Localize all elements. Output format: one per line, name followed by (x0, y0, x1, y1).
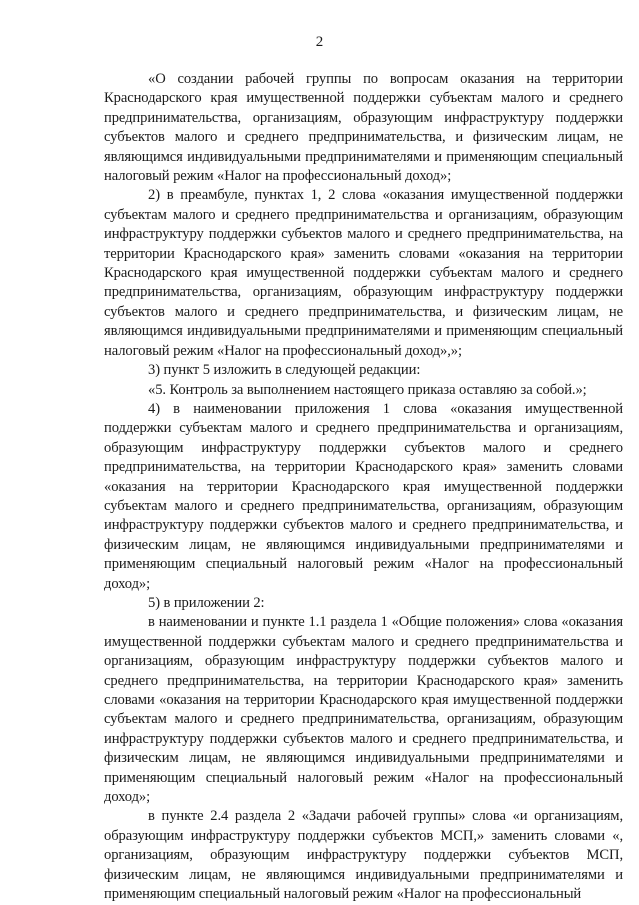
page-number: 2 (315, 34, 324, 50)
paragraph-appendix-section-2: в пункте 2.4 раздела 2 «Задачи рабочей группы» слова «и организациям, образующим инфраструктуру поддержки субъектов МСП,» заменить словами «, организациям, образующим инфраструктуру поддержки субъектов МСП, физическим лицам, не являющимся индивидуальными предпринимателями и применяющим специальный налоговый режим «Налог на профессиональный (104, 808, 623, 903)
paragraph-item-2: 2) в преамбуле, пунктах 1, 2 слова «оказания имущественной поддержки субъектам малого и среднего предпринимательства и организациям, образующим инфраструктуру поддержки субъектов малого и среднего предпринимательства, на территории Краснодарского края» заменить словами «оказания на территории Краснодарского края имущественной поддержки субъектам малого и среднего предпринимательства, организациям, образующим инфраструктуру поддержки субъектов малого и среднего предпринимательства, и физическим лицам, не являющимся индивидуальными предпринимателями и применяющим специальный налоговый режим «Налог на профессиональный доход»,»; (104, 187, 623, 359)
paragraph-item-3: 3) пункт 5 изложить в следующей редакции: (148, 362, 421, 379)
paragraph-group-title: «О создании рабочей группы по вопросам оказания на территории Краснодарского края имущественной поддержки субъектам малого и среднего предпринимательства, организациям, образующим инфраструктуру поддержки субъектов малого и среднего предпринимательства, и физическим лицам, не являющимся индивидуальными предпринимателями и применяющим специальный налоговый режим «Налог на профессиональный доход»; (104, 71, 623, 185)
paragraph-item-4: 4) в наименовании приложения 1 слова «оказания имущественной поддержки субъектам малого и среднего предпринимательства и организациям, образующим инфраструктуру поддержки субъектов малого и среднего предпринимательства, на территории Краснодарского края» заменить словами «оказания на территории Краснодарского края имущественной поддержки субъектам малого и среднего предпринимательства, организациям, образующим инфраструктуру поддержки субъектов малого и среднего предпринимательства, и физическим лицам, не являющимся индивидуальными предпринимателями и применяющим специальный налоговый режим «Налог на профессиональный доход»; (104, 400, 623, 592)
paragraph-appendix-section-1: в наименовании и пункте 1.1 раздела 1 «Общие положения» слова «оказания имущественной поддержки субъектам малого и среднего предпринимательства и организациям, образующим инфраструктуру поддержки субъектов малого и среднего предпринимательства, на территории Краснодарского края» заменить словами «оказания на территории Краснодарского края имущественной поддержки субъектам малого и среднего предпринимательства, организациям, образующим инфраструктуру поддержки субъектов малого и среднего предпринимательства, и физическим лицам, не являющимся индивидуальными предпринимателями и применяющим специальный налоговый режим «Налог на профессиональный доход»; (104, 614, 623, 806)
paragraph-item-5-text: «5. Контроль за выполнением настоящего приказа оставляю за собой.»; (148, 381, 587, 398)
paragraph-item-5-appendix: 5) в приложении 2: (148, 594, 265, 611)
document-body (104, 70, 623, 904)
